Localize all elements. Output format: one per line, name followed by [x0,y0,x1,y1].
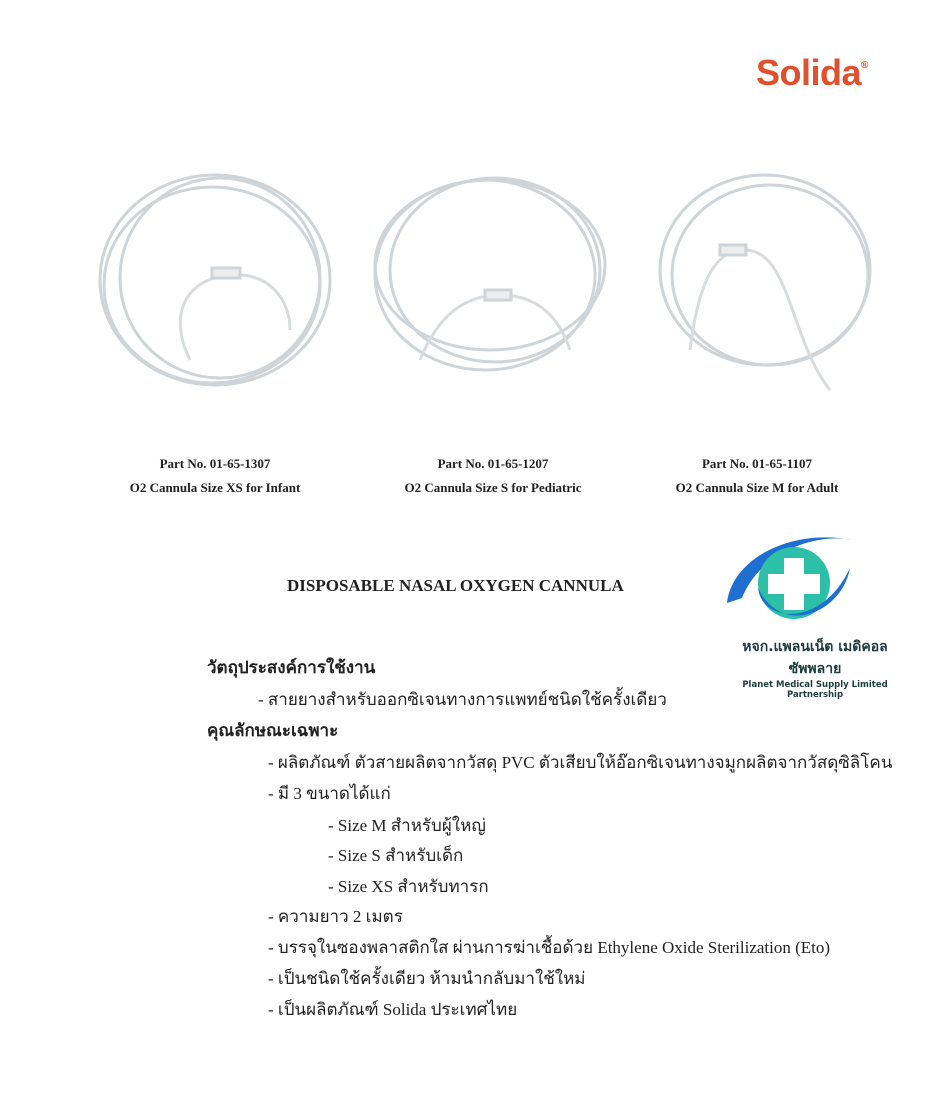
solida-logo [756,52,868,94]
part-number: Part No. 01-65-1207 [437,456,549,471]
part-number: Part No. 01-65-1107 [701,456,813,471]
size-item: - Size XS สำหรับทารก [328,877,489,896]
product-name: O2 Cannula Size S for Pediatric [404,480,582,495]
planet-medical-logo-icon [722,528,862,638]
distributor-name-th: หจก.แพลนเน็ต เมดิคอล ซัพพลาย [742,639,888,677]
section-heading-purpose: วัตถุประสงค์การใช้งาน [207,658,376,677]
brand-name: Solida [756,52,862,93]
part-number: Part No. 01-65-1307 [159,456,271,471]
product-caption-s [363,452,623,500]
cannula-images [0,150,951,440]
product-caption-m [627,452,887,500]
spec-item: - ผลิตภัณฑ์ ตัวสายผลิตจากวัสดุ PVC ตัวเสียบให้อ๊อกซิเจนทางจมูกผลิตจากวัสดุซิลิโคน [268,753,893,772]
section-heading-specs: คุณลักษณะเฉพาะ [207,721,339,740]
cannula-s-image [375,178,605,370]
spec-item: - มี 3 ขนาดได้แก่ [268,784,391,803]
purpose-item: - สายยางสำหรับออกซิเจนทางการแพทย์ชนิดใช้ครั้งเดียว [258,690,667,709]
registered-mark: ® [861,60,868,71]
spec-item: - เป็นผลิตภัณฑ์ Solida ประเทศไทย [268,1000,518,1019]
page-title: DISPOSABLE NASAL OXYGEN CANNULA [287,576,624,595]
size-item: - Size S สำหรับเด็ก [328,846,464,865]
distributor-name [720,636,910,700]
cannula-xs-image [100,175,330,385]
spec-item: - บรรจุในซองพลาสติกใส ผ่านการฆ่าเชื้อด้วย Ethylene Oxide Sterilization (Eto) [268,938,831,957]
product-name: O2 Cannula Size XS for Infant [129,480,301,495]
distributor-name-en: Planet Medical Supply Limited Partnership [742,680,888,700]
product-caption-xs [85,452,345,500]
product-name: O2 Cannula Size M for Adult [675,480,839,495]
size-item: - Size M สำหรับผู้ใหญ่ [328,816,486,835]
spec-item: - เป็นชนิดใช้ครั้งเดียว ห้ามนำกลับมาใช้ใหม่ [268,969,586,988]
cannula-m-image [660,175,870,390]
spec-item: - ความยาว 2 เมตร [268,907,403,926]
